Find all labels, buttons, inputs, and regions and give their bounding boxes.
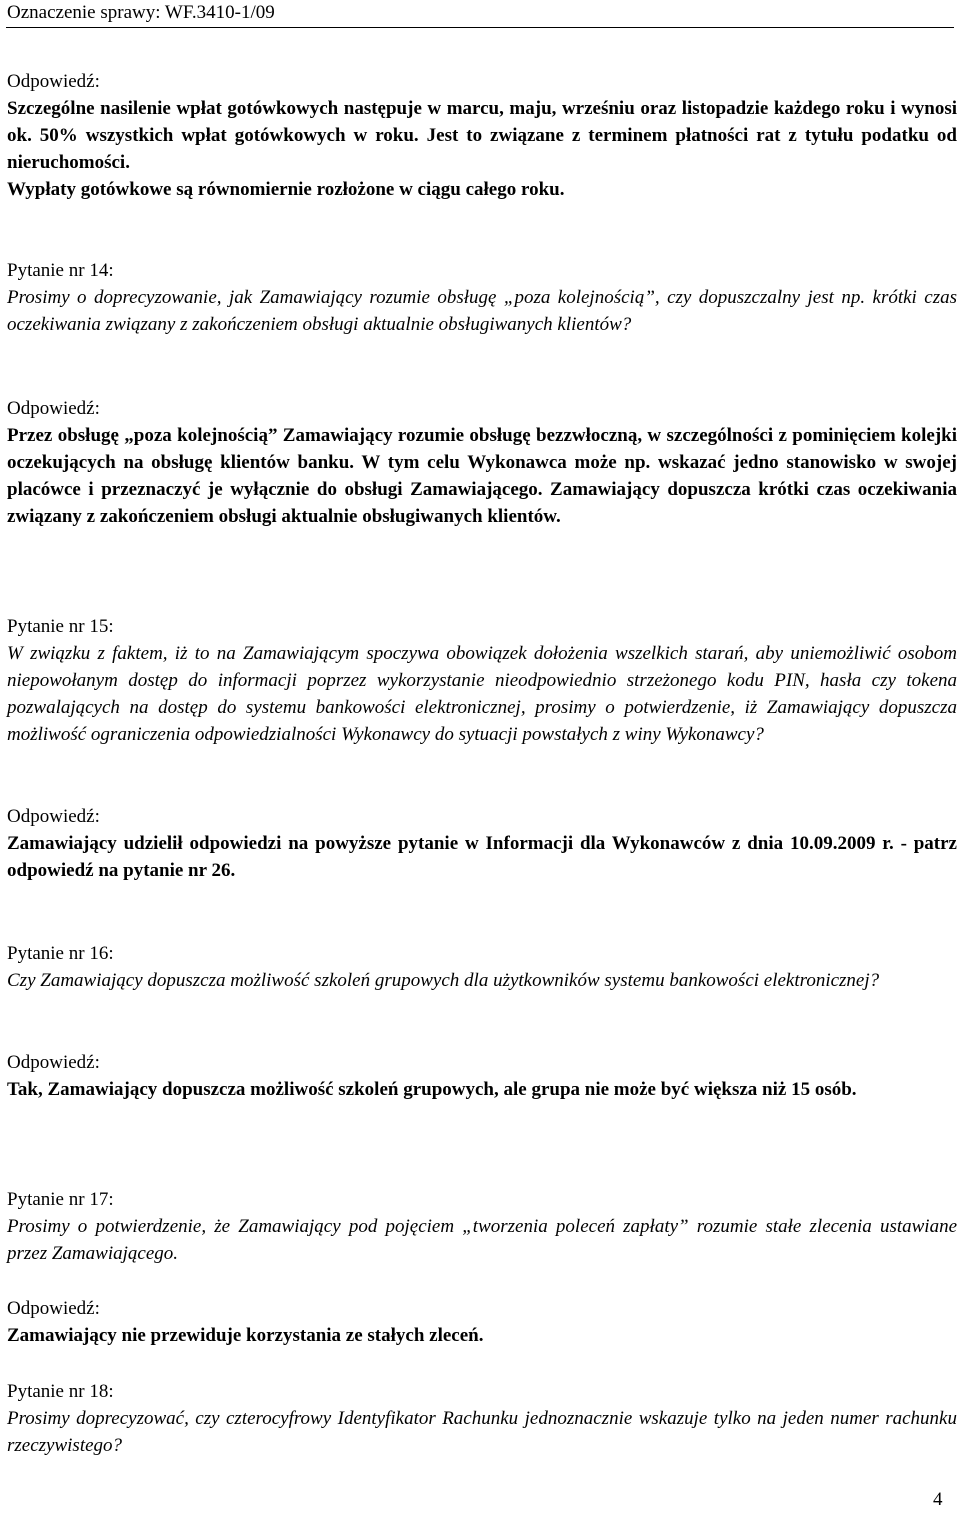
page-number: 4	[933, 1489, 943, 1510]
answer-text: Zamawiający nie przewiduje korzystania ze stałych zleceń.	[7, 1325, 484, 1346]
answer-text: Tak, Zamawiający dopuszcza możliwość szkoleń grupowych, ale grupa nie może być większa niż 15 osób.	[7, 1079, 857, 1100]
answer-block	[7, 1049, 957, 1103]
question-text: Prosimy o doprecyzowanie, jak Zamawiający rozumie obsługę „poza kolejnością”, czy dopuszczalny jest np. krótki czas oczekiwania związany z zakończeniem obsługi aktualnie obsługiwanych klientów?	[7, 287, 957, 335]
answer-block	[7, 68, 957, 203]
question-block-16	[7, 940, 957, 994]
answer-block	[7, 803, 957, 884]
question-label: Pytanie nr 16:	[7, 943, 114, 964]
question-label: Pytanie nr 14:	[7, 260, 114, 281]
document-header: Oznaczenie sprawy: WF.3410-1/09	[7, 2, 275, 23]
answer-label: Odpowiedź:	[7, 1298, 100, 1319]
question-block-18	[7, 1378, 957, 1459]
question-block-14	[7, 257, 957, 338]
answer-label: Odpowiedź:	[7, 398, 100, 419]
header-divider	[6, 27, 954, 28]
question-label: Pytanie nr 18:	[7, 1381, 114, 1402]
answer-text-continued: Wypłaty gotówkowe są równomiernie rozłożone w ciągu całego roku.	[7, 179, 565, 200]
question-label: Pytanie nr 17:	[7, 1189, 114, 1210]
question-text: Prosimy o potwierdzenie, że Zamawiający pod pojęciem „tworzenia poleceń zapłaty” rozumie stałe zlecenia ustawiane przez Zamawiającego.	[7, 1216, 957, 1264]
answer-label: Odpowiedź:	[7, 1052, 100, 1073]
answer-text: Szczególne nasilenie wpłat gotówkowych następuje w marcu, maju, wrześniu oraz listopadzie każdego roku i wynosi ok. 50% wszystkich wpłat gotówkowych w roku. Jest to związane z terminem płatności rat z tytułu podatku od nieruchomości.	[7, 98, 957, 173]
answer-block	[7, 1295, 957, 1349]
answer-block	[7, 395, 957, 530]
question-label: Pytanie nr 15:	[7, 616, 114, 637]
answer-label: Odpowiedź:	[7, 806, 100, 827]
answer-label: Odpowiedź:	[7, 71, 100, 92]
question-block-15	[7, 613, 957, 748]
question-text: W związku z faktem, iż to na Zamawiającym spoczywa obowiązek dołożenia wszelkich starań, aby uniemożliwić osobom niepowołanym dostęp do informacji poprzez wykorzystanie nieodpowiednio strzeżonego kodu PIN, hasła czy tokena pozwalających na dostęp do systemu bankowości elektronicznej, prosimy o potwierdzenie, iż Zamawiający dopuszcza możliwość ograniczenia odpowiedzialności Wykonawcy do sytuacji powstałych z winy Wykonawcy?	[7, 643, 957, 745]
answer-text: Przez obsługę „poza kolejnością” Zamawiający rozumie obsługę bezzwłoczną, w szczególności z pominięciem kolejki oczekujących na obsługę klientów banku. W tym celu Wykonawca może np. wskazać jedno stanowisko w swojej placówce i przeznaczyć je wyłącznie do obsługi Zamawiającego. Zamawiający dopuszcza krótki czas oczekiwania związany z zakończeniem obsługi aktualnie obsługiwanych klientów.	[7, 425, 957, 527]
question-text: Prosimy doprecyzować, czy czterocyfrowy Identyfikator Rachunku jednoznacznie wskazuje tylko na jeden numer rachunku rzeczywistego?	[7, 1408, 957, 1456]
answer-text: Zamawiający udzielił odpowiedzi na powyższe pytanie w Informacji dla Wykonawców z dnia 10.09.2009 r. - patrz odpowiedź na pytanie nr 26.	[7, 833, 957, 881]
question-block-17	[7, 1186, 957, 1267]
question-text: Czy Zamawiający dopuszcza możliwość szkoleń grupowych dla użytkowników systemu bankowości elektronicznej?	[7, 970, 880, 991]
